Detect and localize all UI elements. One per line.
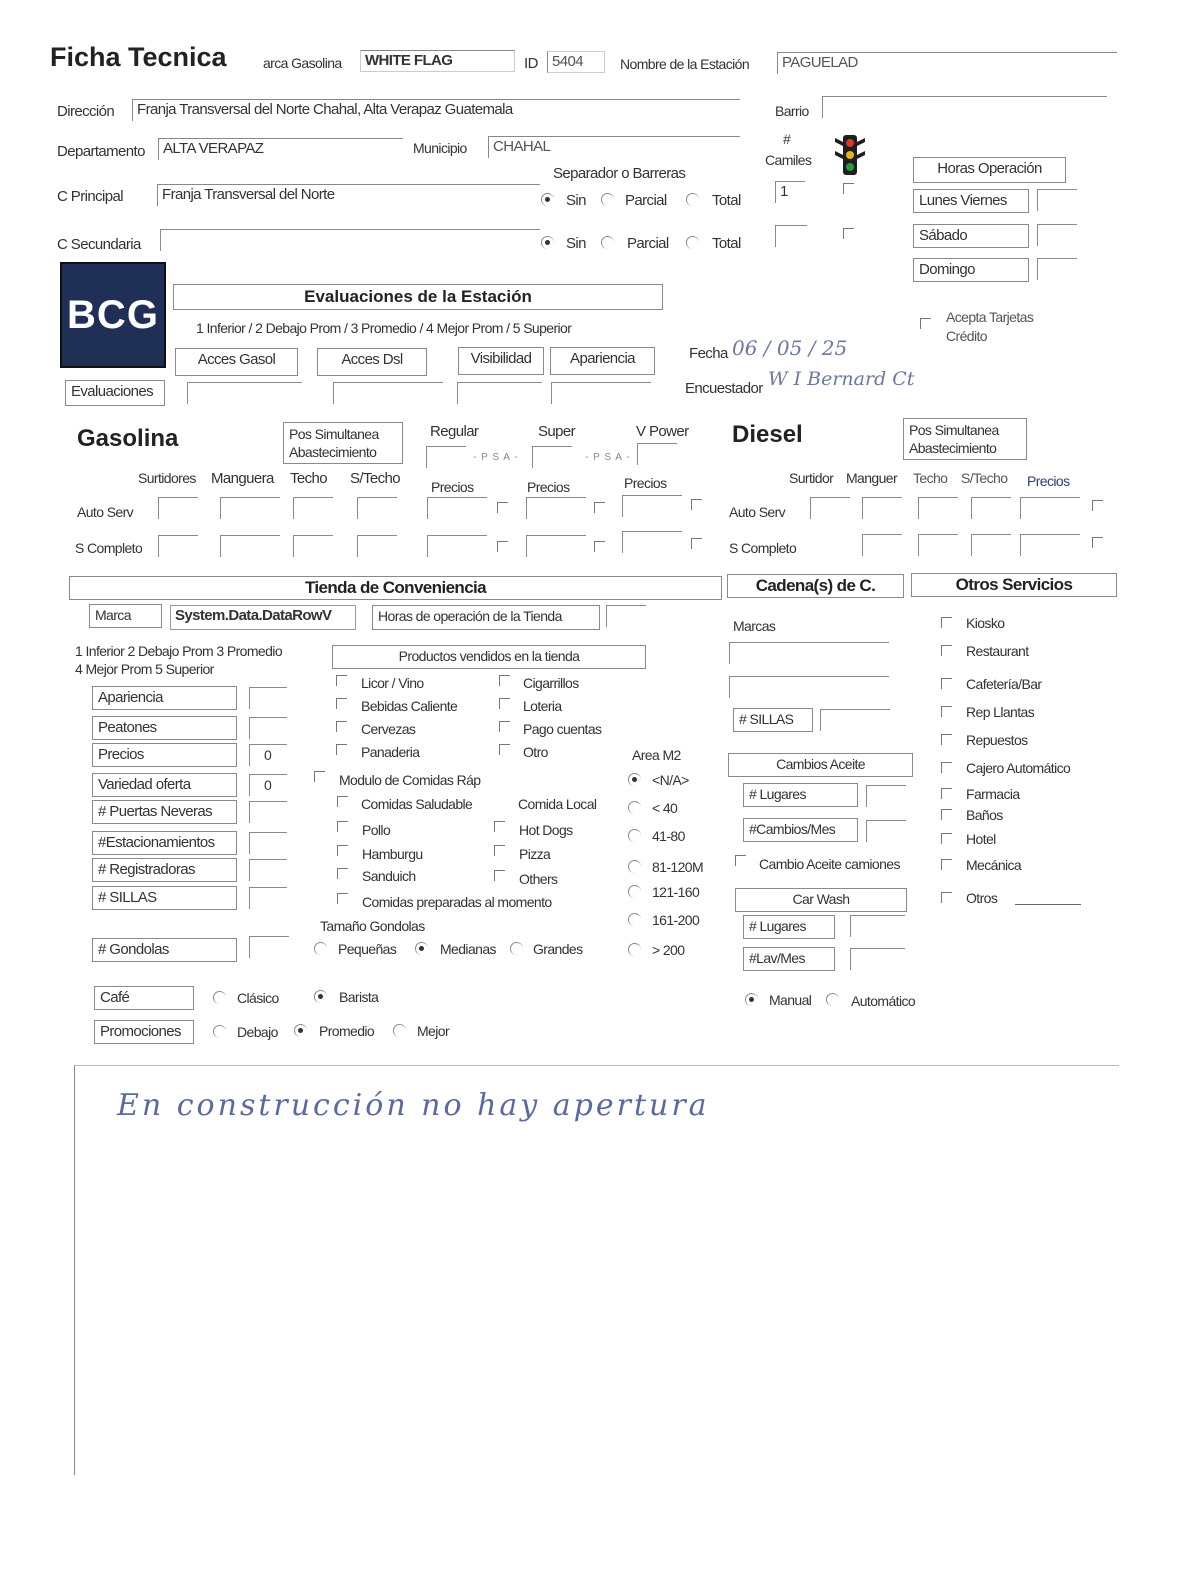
pago-cuentas-checkbox[interactable] xyxy=(499,721,510,732)
manguera-label: Manguera xyxy=(211,470,274,487)
super-psa-field[interactable] xyxy=(532,446,572,468)
pollo-checkbox[interactable] xyxy=(337,821,348,832)
cambios-mes-label: #Cambios/Mes xyxy=(743,818,858,842)
otros-servicio-checkbox[interactable] xyxy=(941,859,952,870)
dsl-sc-manguer[interactable] xyxy=(862,534,902,556)
precios-super-label: Precios xyxy=(527,479,570,495)
rating-label: Precios xyxy=(92,743,237,767)
departamento-field[interactable]: ALTA VERAPAZ xyxy=(158,138,403,160)
rating-field[interactable] xyxy=(249,887,287,909)
area-option-label: 81-120M xyxy=(652,859,704,875)
rating-field[interactable]: 0 xyxy=(249,774,287,796)
diesel-pos-simultanea xyxy=(903,418,1027,460)
others-checkbox[interactable] xyxy=(494,870,505,881)
rating-field[interactable] xyxy=(249,859,287,881)
tienda-marca-label: Marca xyxy=(89,604,162,628)
diesel-s-completo-label: S Completo xyxy=(729,540,797,556)
acces-dsl-field[interactable] xyxy=(333,382,443,404)
id-label: ID xyxy=(524,55,538,72)
otros-servicio-checkbox[interactable] xyxy=(941,645,952,656)
automatico-label: Automático xyxy=(851,993,916,1009)
area-option-radio[interactable] xyxy=(628,801,641,814)
gas-sc-techo[interactable] xyxy=(293,535,333,557)
hamburgu-label: Hamburgu xyxy=(362,846,423,862)
rating-label: # Registradoras xyxy=(92,858,237,882)
area-option-label: 161-200 xyxy=(652,912,700,928)
rating-field[interactable] xyxy=(249,717,287,739)
otros-servicio-label: Rep Llantas xyxy=(966,704,1035,720)
otros-servicios-title: Otros Servicios xyxy=(911,573,1117,597)
gas-auto-manguera[interactable] xyxy=(220,497,280,519)
bebidas-label: Bebidas Caliente xyxy=(361,698,458,714)
saludable-label: Comidas Saludable xyxy=(361,796,473,812)
credito-label: Crédito xyxy=(946,328,987,344)
cervezas-checkbox[interactable] xyxy=(336,721,347,732)
diesel-abastecimiento-line2: Abastecimiento xyxy=(909,440,997,456)
gas-sc-stecho[interactable] xyxy=(357,535,397,557)
bebidas-checkbox[interactable] xyxy=(336,698,347,709)
area-option-label: 41-80 xyxy=(652,828,685,844)
gas-sc-surtidores[interactable] xyxy=(158,535,198,557)
secundaria-total-label: Total xyxy=(712,235,741,252)
camiones-checkbox[interactable] xyxy=(735,855,746,866)
bcg-logo: BCG xyxy=(60,262,166,368)
encuestador-handwritten: W I Bernard Ct xyxy=(768,368,915,390)
gasolina-abastecimiento-line2: Abastecimiento xyxy=(289,444,377,460)
rating-label: # SILLAS xyxy=(92,886,237,910)
gas-sc-precio-super[interactable] xyxy=(526,535,586,557)
tienda-scale-line2: 4 Mejor Prom 5 Superior xyxy=(75,661,214,677)
gasolina-s-completo-label: S Completo xyxy=(75,540,143,556)
dsl-auto-checkbox[interactable] xyxy=(1092,500,1103,511)
gas-auto-precio-super[interactable] xyxy=(526,497,586,519)
gas-sc-precio-regular[interactable] xyxy=(427,535,487,557)
acces-gasol-button[interactable]: Acces Gasol xyxy=(175,348,298,376)
evaluaciones-title: Evaluaciones de la Estación xyxy=(173,284,663,310)
marca-field[interactable]: WHITE FLAG xyxy=(360,50,515,72)
secundaria-parcial-radio[interactable] xyxy=(601,236,614,249)
pollo-label: Pollo xyxy=(362,822,391,838)
clasico-label: Clásico xyxy=(237,990,279,1006)
pequenas-radio[interactable] xyxy=(314,942,327,955)
nombre-label: Nombre de la Estación xyxy=(620,56,750,72)
cigarrillos-checkbox[interactable] xyxy=(499,675,510,686)
secundaria-total-radio[interactable] xyxy=(686,236,699,249)
area-option-radio[interactable] xyxy=(628,829,641,842)
area-m2-label: Area M2 xyxy=(632,747,681,763)
productos-title: Productos vendidos en la tienda xyxy=(332,645,646,669)
medianas-label: Medianas xyxy=(440,941,496,957)
gas-sc-regular-checkbox[interactable] xyxy=(497,541,508,552)
regular-psa-field[interactable] xyxy=(426,446,466,468)
pizza-label: Pizza xyxy=(519,846,551,862)
preparadas-label: Comidas preparadas al momento xyxy=(362,894,552,910)
hamburgu-checkbox[interactable] xyxy=(337,845,348,856)
horas-operacion-button[interactable]: Horas Operación xyxy=(913,157,1066,183)
otros-servicio-checkbox[interactable] xyxy=(941,617,952,628)
surtidores-label: Surtidores xyxy=(138,470,196,486)
medianas-radio[interactable] xyxy=(415,942,428,955)
regular-label: Regular xyxy=(430,423,479,440)
rating-field[interactable] xyxy=(249,801,287,823)
clasico-radio[interactable] xyxy=(213,991,226,1004)
panaderia-checkbox[interactable] xyxy=(336,744,347,755)
camiles-hash: # xyxy=(783,131,791,147)
area-option-radio[interactable] xyxy=(628,885,641,898)
direccion-label: Dirección xyxy=(57,103,115,120)
traffic-light-icon xyxy=(834,134,866,176)
mejor-radio[interactable] xyxy=(393,1024,406,1037)
secundaria-sin-label: Sin xyxy=(566,235,586,252)
area-option-label: <N/A> xyxy=(652,772,689,788)
encuestador-label: Encuestador xyxy=(685,380,763,397)
principal-sin-label: Sin xyxy=(566,192,586,209)
precios-vpower-label: Precios xyxy=(624,475,667,491)
hot-dogs-checkbox[interactable] xyxy=(494,821,505,832)
otros-line xyxy=(1015,904,1081,905)
cafe-label: Café xyxy=(94,986,194,1010)
rating-field[interactable] xyxy=(249,687,287,709)
otros-servicio-label: Baños xyxy=(966,807,1003,823)
lav-mes-field[interactable] xyxy=(850,948,905,970)
diesel-stecho-label: S/Techo xyxy=(961,470,1008,486)
gasolina-pos-simultanea-line1: Pos Simultanea xyxy=(289,426,379,442)
diesel-title: Diesel xyxy=(732,421,803,448)
gas-auto-vpower-checkbox[interactable] xyxy=(691,499,702,510)
debajo-label: Debajo xyxy=(237,1024,278,1040)
gasolina-pos-simultanea xyxy=(283,422,403,464)
area-option-radio[interactable] xyxy=(628,913,641,926)
municipio-field[interactable]: CHAHAL xyxy=(488,136,740,158)
acepta-tarjetas-checkbox[interactable] xyxy=(920,318,931,329)
gas-sc-super-checkbox[interactable] xyxy=(594,541,605,552)
diesel-surtidor-label: Surtidor xyxy=(789,470,834,486)
principal-parcial-radio[interactable] xyxy=(601,193,614,206)
domingo-field[interactable] xyxy=(1037,258,1077,280)
lav-mes-label: #Lav/Mes xyxy=(743,947,835,971)
otros-servicio-label: Otros xyxy=(966,890,998,906)
modulo-comidas-label: Modulo de Comidas Ráp xyxy=(339,772,481,788)
evaluaciones-scale: 1 Inferior / 2 Debajo Prom / 3 Promedio / 4 Mejor Prom / 5 Superior xyxy=(196,320,572,336)
notes-area[interactable] xyxy=(74,1065,1119,1475)
precios-regular-label: Precios xyxy=(431,479,474,495)
area-option-radio[interactable] xyxy=(628,860,641,873)
vpower-label: V Power xyxy=(636,423,689,440)
otros-servicio-label: Farmacia xyxy=(966,786,1020,802)
visibilidad-button[interactable]: Visibilidad xyxy=(458,347,544,375)
tienda-horas-field[interactable] xyxy=(606,605,646,627)
apariencia-field[interactable] xyxy=(551,382,651,404)
cambios-mes-field[interactable] xyxy=(866,820,906,842)
area-option-label: < 40 xyxy=(652,800,678,816)
cadena-sillas-field[interactable] xyxy=(820,709,890,731)
acces-dsl-button[interactable]: Acces Dsl xyxy=(317,348,427,376)
rating-label: Variedad oferta xyxy=(92,773,237,797)
dsl-sc-precio[interactable] xyxy=(1020,534,1080,556)
principal-field[interactable]: Franja Transversal del Norte xyxy=(157,184,540,206)
otros-servicio-checkbox[interactable] xyxy=(941,706,952,717)
otros-servicio-label: Mecánica xyxy=(966,857,1022,873)
super-label: Super xyxy=(538,423,576,440)
cambios-lugares-label: # Lugares xyxy=(743,783,858,807)
marca-label: arca Gasolina xyxy=(263,55,342,71)
barrio-field[interactable] xyxy=(822,96,1107,118)
otros-servicio-label: Restaurant xyxy=(966,643,1029,659)
otros-servicio-label: Kiosko xyxy=(966,615,1005,631)
rating-label: # Puertas Neveras xyxy=(92,800,237,824)
diesel-pos-simultanea-line1: Pos Simultanea xyxy=(909,422,999,438)
fecha-label: Fecha xyxy=(689,345,728,362)
departamento-label: Departamento xyxy=(57,143,145,160)
otros-servicio-checkbox[interactable] xyxy=(941,762,952,773)
tienda-title: Tienda de Conveniencia xyxy=(69,576,722,600)
rating-label: Apariencia xyxy=(92,686,237,710)
gasolina-auto-serv-label: Auto Serv xyxy=(77,504,134,520)
separador-label: Separador o Barreras xyxy=(553,165,686,182)
page-title: Ficha Tecnica xyxy=(50,42,227,72)
promedio-label: Promedio xyxy=(319,1023,375,1039)
gas-auto-surtidores[interactable] xyxy=(158,497,198,519)
barista-radio[interactable] xyxy=(314,990,327,1003)
municipio-label: Municipio xyxy=(413,140,467,156)
sanduich-checkbox[interactable] xyxy=(337,868,348,879)
evaluaciones-button[interactable]: Evaluaciones xyxy=(65,380,165,406)
diesel-precios-label: Precios xyxy=(1027,473,1070,489)
notes-handwritten: En construcción no hay apertura xyxy=(117,1088,710,1123)
camiles-label: Camiles xyxy=(765,152,812,168)
loteria-label: Loteria xyxy=(523,698,562,714)
dsl-sc-checkbox[interactable] xyxy=(1092,537,1103,548)
debajo-radio[interactable] xyxy=(213,1025,226,1038)
acepta-tarjetas-label: Acepta Tarjetas xyxy=(946,309,1034,325)
sabado-field[interactable] xyxy=(1037,224,1077,246)
area-option-label: 121-160 xyxy=(652,884,700,900)
lunes-viernes-label: Lunes Viernes xyxy=(913,189,1029,213)
cigarrillos-label: Cigarrillos xyxy=(523,675,579,691)
hot-dogs-label: Hot Dogs xyxy=(519,822,573,838)
manual-label: Manual xyxy=(769,992,812,1008)
cadena-marcas-label: Marcas xyxy=(733,618,776,634)
automatico-radio[interactable] xyxy=(826,993,839,1006)
dsl-auto-stecho[interactable] xyxy=(971,497,1011,519)
gondolas-field[interactable] xyxy=(249,936,289,958)
gas-auto-techo[interactable] xyxy=(293,497,333,519)
area-option-label: > 200 xyxy=(652,942,685,958)
principal-total-radio[interactable] xyxy=(686,193,699,206)
otros-servicio-label: Cafetería/Bar xyxy=(966,676,1042,692)
tamano-gondolas-label: Tamaño Gondolas xyxy=(320,918,425,934)
fecha-handwritten: 06 / 05 / 25 xyxy=(732,336,848,360)
cadena-marca-2-field[interactable] xyxy=(729,676,889,698)
pago-cuentas-label: Pago cuentas xyxy=(523,721,602,737)
pequenas-label: Pequeñas xyxy=(338,941,397,957)
diesel-auto-serv-label: Auto Serv xyxy=(729,504,786,520)
manual-radio[interactable] xyxy=(745,993,758,1006)
gas-auto-precio-vpower[interactable] xyxy=(622,495,682,517)
secundaria-label: C Secundaria xyxy=(57,236,141,253)
area-option-radio[interactable] xyxy=(628,943,641,956)
secundaria-field[interactable] xyxy=(160,229,540,251)
camiles-principal-field[interactable]: 1 xyxy=(775,181,805,203)
otros-servicio-checkbox[interactable] xyxy=(941,734,952,745)
rating-label: Peatones xyxy=(92,716,237,740)
others-label: Others xyxy=(519,871,558,887)
otros-servicio-label: Repuestos xyxy=(966,732,1028,748)
car-wash-title: Car Wash xyxy=(735,888,907,912)
grandes-radio[interactable] xyxy=(510,942,523,955)
panaderia-label: Panaderia xyxy=(361,744,420,760)
comida-local-label: Comida Local xyxy=(518,796,597,812)
vpower-psa-field[interactable] xyxy=(637,443,677,465)
mejor-label: Mejor xyxy=(417,1023,450,1039)
techo-label: Techo xyxy=(290,470,328,487)
promedio-radio[interactable] xyxy=(294,1024,307,1037)
barrio-label: Barrio xyxy=(775,103,809,119)
rating-field[interactable] xyxy=(249,832,287,854)
otros-servicio-checkbox[interactable] xyxy=(941,833,952,844)
gasolina-title: Gasolina xyxy=(77,425,179,452)
cambios-aceite-title: Cambios Aceite xyxy=(728,753,913,777)
preparadas-checkbox[interactable] xyxy=(337,893,348,904)
gondolas-label: # Gondolas xyxy=(92,938,237,962)
otros-servicio-checkbox[interactable] xyxy=(941,788,952,799)
diesel-manguer-label: Manguer xyxy=(846,470,898,486)
rating-label: #Estacionamientos xyxy=(92,831,237,855)
id-field[interactable]: 5404 xyxy=(547,51,605,73)
secundaria-semaforo-checkbox[interactable] xyxy=(843,228,854,239)
otros-servicio-label: Hotel xyxy=(966,831,996,847)
nombre-field[interactable]: PAGUELAD xyxy=(777,52,1117,74)
camiles-secundaria-field[interactable] xyxy=(775,225,807,247)
visibilidad-field[interactable] xyxy=(457,382,542,404)
otro-checkbox[interactable] xyxy=(499,744,510,755)
otros-servicio-checkbox[interactable] xyxy=(941,678,952,689)
tienda-scale-line1: 1 Inferior 2 Debajo Prom 3 Promedio xyxy=(75,643,282,659)
gas-sc-manguera[interactable] xyxy=(220,535,280,557)
principal-total-label: Total xyxy=(712,192,741,209)
dsl-sc-stecho[interactable] xyxy=(971,534,1011,556)
direccion-field[interactable]: Franja Transversal del Norte Chahal, Alta Verapaz Guatemala xyxy=(132,99,740,121)
lunes-viernes-field[interactable] xyxy=(1037,189,1077,211)
dsl-auto-manguer[interactable] xyxy=(862,497,902,519)
gas-auto-super-checkbox[interactable] xyxy=(594,502,605,513)
gas-auto-regular-checkbox[interactable] xyxy=(497,502,508,513)
dsl-auto-techo[interactable] xyxy=(918,497,958,519)
gas-auto-stecho[interactable] xyxy=(357,497,397,519)
otros-servicio-checkbox[interactable] xyxy=(941,809,952,820)
grandes-label: Grandes xyxy=(533,941,583,957)
modulo-comidas-checkbox[interactable] xyxy=(314,771,325,782)
carwash-lugares-label: # Lugares xyxy=(743,915,835,939)
sanduich-label: Sanduich xyxy=(362,868,416,884)
otros-servicio-checkbox[interactable] xyxy=(941,892,952,903)
secundaria-sin-radio[interactable] xyxy=(541,236,554,249)
licor-label: Licor / Vino xyxy=(361,675,424,691)
stecho-label: S/Techo xyxy=(350,470,400,487)
acces-gasol-field[interactable] xyxy=(187,382,302,404)
cadena-marca-1-field[interactable] xyxy=(729,642,889,664)
psa-label-1: - P S A - xyxy=(473,452,519,463)
cadena-title: Cadena(s) de C. xyxy=(727,574,904,598)
licor-checkbox[interactable] xyxy=(336,675,347,686)
otro-label: Otro xyxy=(523,744,548,760)
carwash-lugares-field[interactable] xyxy=(850,915,905,937)
sabado-label: Sábado xyxy=(913,224,1029,248)
pizza-checkbox[interactable] xyxy=(494,845,505,856)
principal-semaforo-checkbox[interactable] xyxy=(843,183,854,194)
tienda-marca-field[interactable]: System.Data.DataRowV xyxy=(170,605,356,630)
area-option-radio[interactable] xyxy=(628,773,641,786)
gas-auto-precio-regular[interactable] xyxy=(427,497,487,519)
cadena-sillas-label: # SILLAS xyxy=(733,708,813,732)
otros-servicio-label: Cajero Automático xyxy=(966,760,1071,776)
dsl-auto-surtidor[interactable] xyxy=(810,497,850,519)
secundaria-parcial-label: Parcial xyxy=(627,235,669,252)
loteria-checkbox[interactable] xyxy=(499,698,510,709)
barista-label: Barista xyxy=(339,989,379,1005)
saludable-checkbox[interactable] xyxy=(337,796,348,807)
tienda-horas-label: Horas de operación de la Tienda xyxy=(372,605,600,630)
gas-sc-vpower-checkbox[interactable] xyxy=(691,538,702,549)
domingo-label: Domingo xyxy=(913,258,1029,282)
cambios-lugares-field[interactable] xyxy=(866,785,906,807)
principal-parcial-label: Parcial xyxy=(625,192,667,209)
principal-sin-radio[interactable] xyxy=(541,193,554,206)
promociones-label: Promociones xyxy=(94,1020,194,1044)
dsl-sc-techo[interactable] xyxy=(918,534,958,556)
camiones-label: Cambio Aceite camiones xyxy=(759,856,900,872)
apariencia-button[interactable]: Apariencia xyxy=(550,347,655,375)
principal-label: C Principal xyxy=(57,188,123,205)
cervezas-label: Cervezas xyxy=(361,721,416,737)
dsl-auto-precio[interactable] xyxy=(1020,497,1080,519)
psa-label-2: - P S A - xyxy=(585,452,631,463)
gas-sc-precio-vpower[interactable] xyxy=(622,531,682,553)
diesel-techo-label: Techo xyxy=(913,470,948,486)
rating-field[interactable]: 0 xyxy=(249,744,287,766)
